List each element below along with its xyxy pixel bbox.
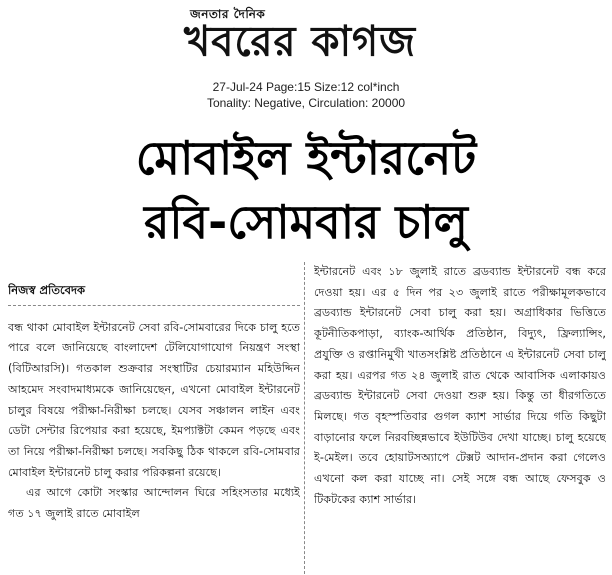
byline: নিজস্ব প্রতিবেদক (8, 283, 86, 297)
clipping-meta-date-page-size: 27-Jul-24 Page:15 Size:12 col*inch (212, 80, 400, 94)
article-paragraph: বন্ধ থাকা মোবাইল ইন্টারনেট সেবা রবি-সোমবারের দিকে চালু হতে পারে বলে জানিয়েছে বাংলাদেশ টেলিযোগাযোগ নিয়ন্ত্রণ সংস্থা (বিটিআরসি)। গতকাল শুক্রবার সংস্থাটির চেয়ারম্যান মহিউদ্দিন আহমেদ সংবাদমাধ্যমকে জানিয়েছেন, এখনো মোবাইল ইন্টারনেট চালুর বিষয়ে পরীক্ষা-নিরীক্ষা চলছে। যেসব সঞ্চালন লাইন এবং ডেটা সেন্টার রিপেয়ার করা হয়েছে, ইমপ্যাক্টটা কেমন পড়ছে এবং তা নিয়ে পরীক্ষা-নিরীক্ষা চলছে। সবকিছু ঠিক থাকলে রবি-সোমবার মোবাইল ইন্টারনেট চালু করার পরিকল্পনা রয়েছে। (8, 320, 300, 479)
article-paragraph: এর আগে কোটা সংস্কার আন্দোলন ঘিরে সহিংসতার মধ্যেই গত ১৭ জুলাই রাতে মোবাইল (8, 486, 300, 521)
byline-divider (8, 305, 300, 306)
newspaper-name: খবরের কাগজ (183, 17, 417, 67)
masthead-tagline: জনতার দৈনিক (190, 7, 266, 21)
article-column-right (314, 262, 606, 562)
article-column-left (8, 270, 300, 570)
article-paragraph: ইন্টারনেট এবং ১৮ জুলাই রাতে ব্রডব্যান্ড ইন্টারনেট বন্ধ করে দেওয়া হয়। এর ৫ দিন পর ২৩ জুলাই রাতে পরীক্ষামূলকভাবে ব্রডব্যান্ড ইন্টারনেট সেবা চালু করা হয়। অগ্রাধিকার ভিত্তিতে কূটনীতিকপাড়া, ব্যাংক-আর্থিক প্রতিষ্ঠান, বিদ্যুৎ, ফ্রিল্যান্সিং, প্রযুক্তি ও রপ্তানিমুখী খাতসংশ্লিষ্ট প্রতিষ্ঠানে এ ইন্টারনেট সেবা চালু করা হয়। এরপর গত ২৪ জুলাই রাত থেকে আবাসিক এলাকায়ও ব্রডব্যান্ড ইন্টারনেট সেবা দেওয়া শুরু হয়। কিন্তু তা ধীরগতিতে মিলছে। গত বৃহস্পতিবার গুগল ক্যাশ সার্ভার দিয়ে গতি কিছুটা বাড়ানোর ফলে নিরবচ্ছিন্নভাবে ইউটিউব দেখা যাচ্ছে। চালু হয়েছে ই-মেইল। তবে হোয়াটসঅ্যাপে টেক্সট আদান-প্রদান করা গেলেও এখনো কল করা যাচ্ছে না। সেই সঙ্গে বন্ধ আছে ফেসবুক ও টিকটকের ক্যাশ সার্ভার। (314, 265, 606, 506)
clipping-meta-tonality-circulation: Tonality: Negative, Circulation: 20000 (206, 96, 406, 110)
headline-line-1: মোবাইল ইন্টারনেট (135, 131, 477, 185)
headline-line-2: রবি-সোমবার চালু (144, 195, 468, 249)
column-divider (304, 262, 305, 574)
